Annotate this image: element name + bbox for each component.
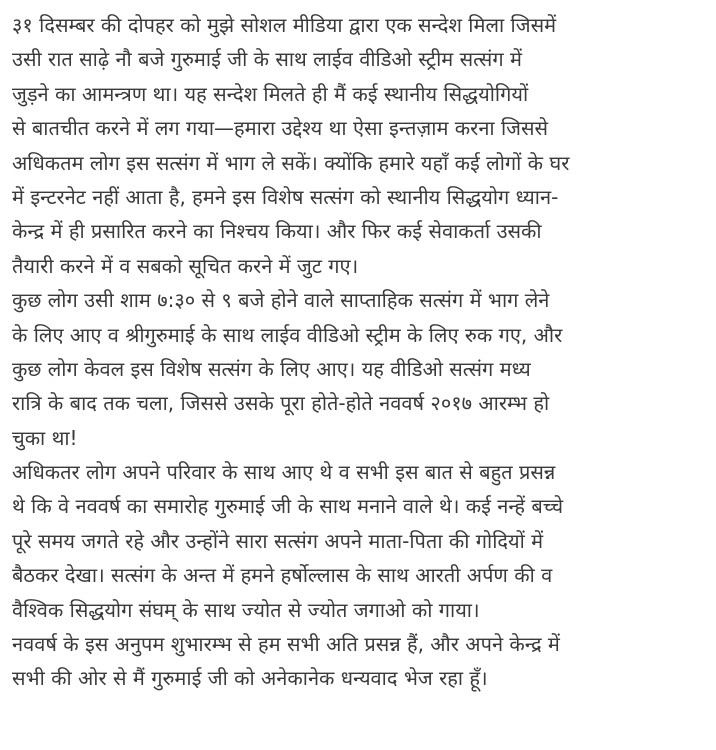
text-line: से बातचीत करने में लग गया—हमारा उद्देश्य था ऐसा इन्तज़ाम करना जिससे [12,116,549,141]
text-line: रात्रि के बाद तक चला, जिससे उसके पूरा होते-होते नववर्ष २०१७ आरम्भ हो [12,391,550,416]
text-line: अधिकतर लोग अपने परिवार के साथ आए थे व सभी इस बात से बहुत प्रसन्न [12,460,556,485]
text-line: सभी की ओर से मैं गुरुमाई जी को अनेकानेक धन्यवाद भेज रहा हूँ। [12,666,488,691]
text-line: उसी रात साढ़े नौ बजे गुरुमाई जी के साथ लाईव वीडिओ स्ट्रीम सत्संग में [12,47,522,72]
paragraph-4 [12,627,704,696]
text-line: अधिकतम लोग इस सत्संग में भाग ले सकें। क्योंकि हमारे यहाँ कई लोगों के घर [12,150,570,175]
paragraph-1 [12,8,704,283]
text-line: तैयारी करने में व सबको सूचित करने में जुट गए। [12,253,359,278]
text-line: चुका था! [12,425,78,450]
text-line: जुड़ने का आमन्त्रण था। यह सन्देश मिलते ही मैं कई स्थानीय सिद्धयोगियों [12,81,529,106]
text-line: नववर्ष के इस अनुपम शुभारम्भ से हम सभी अति प्रसन्न हैं, और अपने केन्द्र में [12,632,560,657]
text-line: पूरे समय जगते रहे और उन्होंने सारा सत्संग अपने माता-पिता की गोदियों में [12,528,544,553]
text-line: कुछ लोग केवल इस विशेष सत्संग के लिए आए। यह वीडिओ सत्संग मध्य [12,356,531,381]
text-line: बैठकर देखा। सत्संग के अन्त में हमने हर्षोल्लास के साथ आरती अर्पण की व [12,563,553,588]
text-line: कुछ लोग उसी शाम ७:३० से ९ बजे होने वाले साप्ताहिक सत्संग में भाग लेने [12,288,550,313]
text-line: केन्द्र में ही प्रसारित करने का निश्चय किया। और फिर कई सेवाकर्ता उसकी [12,219,542,244]
text-line: थे कि वे नववर्ष का समारोह गुरुमाई जी के साथ मनाने वाले थे। कई नन्हें बच्चे [12,494,564,519]
paragraph-2 [12,283,704,455]
text-line: वैश्विक सिद्धयोग संघम् के साथ ज्योत से ज्योत जगाओ को गाया। [12,597,480,622]
text-line: के लिए आए व श्रीगुरुमाई के साथ लाईव वीडिओ स्ट्रीम के लिए रुक गए, और [12,322,563,347]
text-line: में इन्टरनेट नहीं आता है, हमने इस विशेष सत्संग को स्थानीय सिद्धयोग ध्यान- [12,184,559,209]
paragraph-3 [12,455,704,627]
text-line: ३१ दिसम्बर की दोपहर को मुझे सोशल मीडिया द्वारा एक सन्देश मिला जिसमें [12,13,557,37]
